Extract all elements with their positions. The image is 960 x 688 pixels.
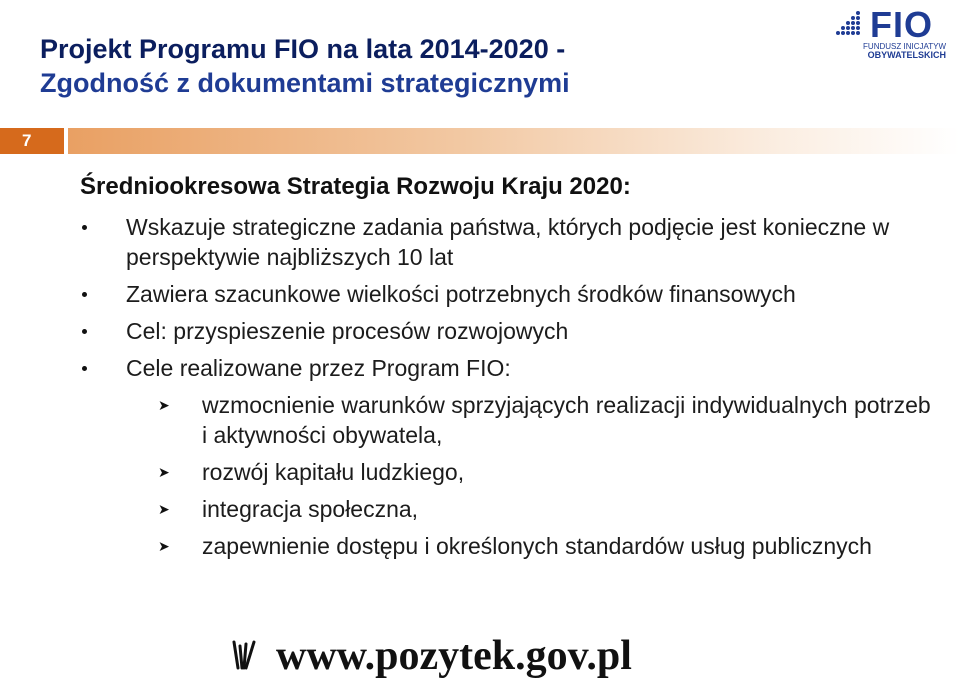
slide-title [40, 32, 820, 100]
footer [228, 632, 748, 680]
arrowhead-bullet-icon: ➤ [158, 538, 170, 554]
subbullet-item [80, 531, 940, 561]
bullet-dot-icon [82, 292, 87, 297]
gradient-divider [68, 128, 960, 154]
fio-logo [836, 6, 946, 58]
bullet-text: Zawiera szacunkowe wielkości potrzebnych środków finansowych [126, 281, 796, 307]
subbullet-text: zapewnienie dostępu i określonych standardów usług publicznych [202, 533, 872, 559]
slide-number: 7 [0, 128, 64, 154]
bullet-text: Cel: przyspieszenie procesów rozwojowych [126, 318, 569, 344]
subbullet-item [80, 457, 940, 487]
hand-icon [228, 638, 260, 674]
bullet-dot-icon [82, 366, 87, 371]
bullet-item [80, 353, 940, 383]
bullet-item [80, 279, 940, 309]
title-line-2: Zgodność z dokumentami strategicznymi [40, 68, 570, 98]
logo-subtitle-line-1: FUNDUSZ INICJATYW [863, 42, 946, 51]
subbullet-list [80, 390, 940, 561]
subbullet-text: integracja społeczna, [202, 496, 419, 522]
bullet-dot-icon [82, 329, 87, 334]
slide-number-bar [0, 128, 960, 154]
logo-subtitle-line-2: OBYWATELSKICH [867, 50, 946, 60]
logo-wordmark: FIO [870, 4, 933, 45]
title-line-1: Projekt Programu FIO na lata 2014-2020 - [40, 34, 566, 64]
website-link[interactable]: www.pozytek.gov.pl [276, 633, 632, 679]
bullet-item [80, 212, 940, 272]
dots-logo-icon [836, 10, 864, 38]
arrowhead-bullet-icon: ➤ [158, 464, 170, 480]
bullet-item [80, 316, 940, 346]
bullet-text: Cele realizowane przez Program FIO: [126, 355, 511, 381]
section-heading: Średniookresowa Strategia Rozwoju Kraju 2020: [80, 173, 631, 200]
bullet-dot-icon [82, 225, 87, 230]
arrowhead-bullet-icon: ➤ [158, 397, 170, 413]
subbullet-text: rozwój kapitału ludzkiego, [202, 459, 465, 485]
arrowhead-bullet-icon: ➤ [158, 501, 170, 517]
bullet-text: Wskazuje strategiczne zadania państwa, których podjęcie jest konieczne w perspektywie najbliższych 10 lat [126, 214, 890, 270]
subbullet-text: wzmocnienie warunków sprzyjających realizacji indywidualnych potrzeb i aktywności obywatela, [202, 392, 931, 448]
subbullet-item [80, 390, 940, 450]
logo-subtitle [836, 42, 946, 60]
subbullet-item [80, 494, 940, 524]
content-list [80, 212, 940, 568]
